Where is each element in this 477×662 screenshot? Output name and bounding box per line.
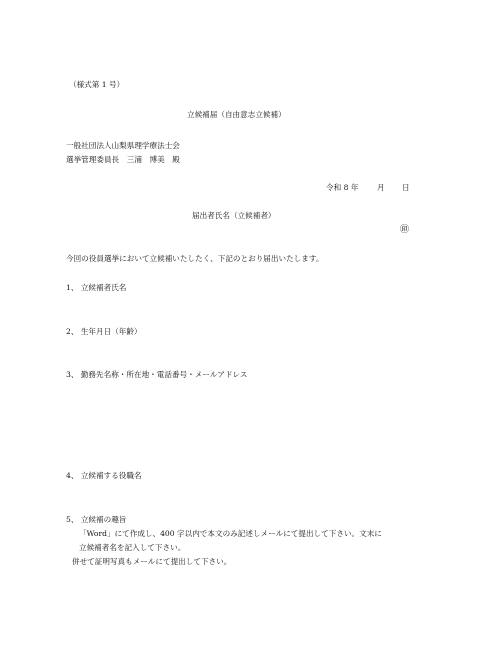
- note-line-2: 立候補者名を記入して下さい。: [79, 543, 186, 552]
- item-birthdate: 2、 生年月日（年齢）: [66, 327, 142, 336]
- item-candidate-name: 1、 立候補者氏名: [66, 283, 127, 292]
- addressee-recipient: 選挙管理委員長 三浦 博美 殿: [66, 155, 180, 164]
- document-title: 立候補届（自由意志立候補）: [187, 110, 286, 119]
- item-workplace: 3、 勤務先名称・所在地・電話番号・メールアドレス: [66, 370, 248, 379]
- note-line-1: 「Word」にて作成し、400 字以内で本文のみ記述しメールにて提出して下さい。文末に: [79, 529, 382, 538]
- intro-text: 今回の役員選挙において立候補いたしたく、下記のとおり届出いたします。: [66, 254, 324, 263]
- addressee-organization: 一般社団法人山梨県理学療法士会: [66, 141, 180, 150]
- date-month: 月: [377, 183, 385, 192]
- item-purpose: 5、 立候補の趣旨: [66, 515, 127, 524]
- date-era-year: 令和 8 年: [326, 183, 359, 192]
- applicant-label: 届出者氏名（立候補者）: [192, 211, 276, 220]
- date-day: 日: [402, 183, 410, 192]
- seal-mark: ㊞: [400, 225, 410, 235]
- form-number: （様式第 1 号）: [69, 80, 125, 89]
- item-position: 4、 立候補する役職名: [66, 471, 142, 480]
- note-line-3: 併せて証明写真もメールにて提出して下さい。: [72, 557, 232, 566]
